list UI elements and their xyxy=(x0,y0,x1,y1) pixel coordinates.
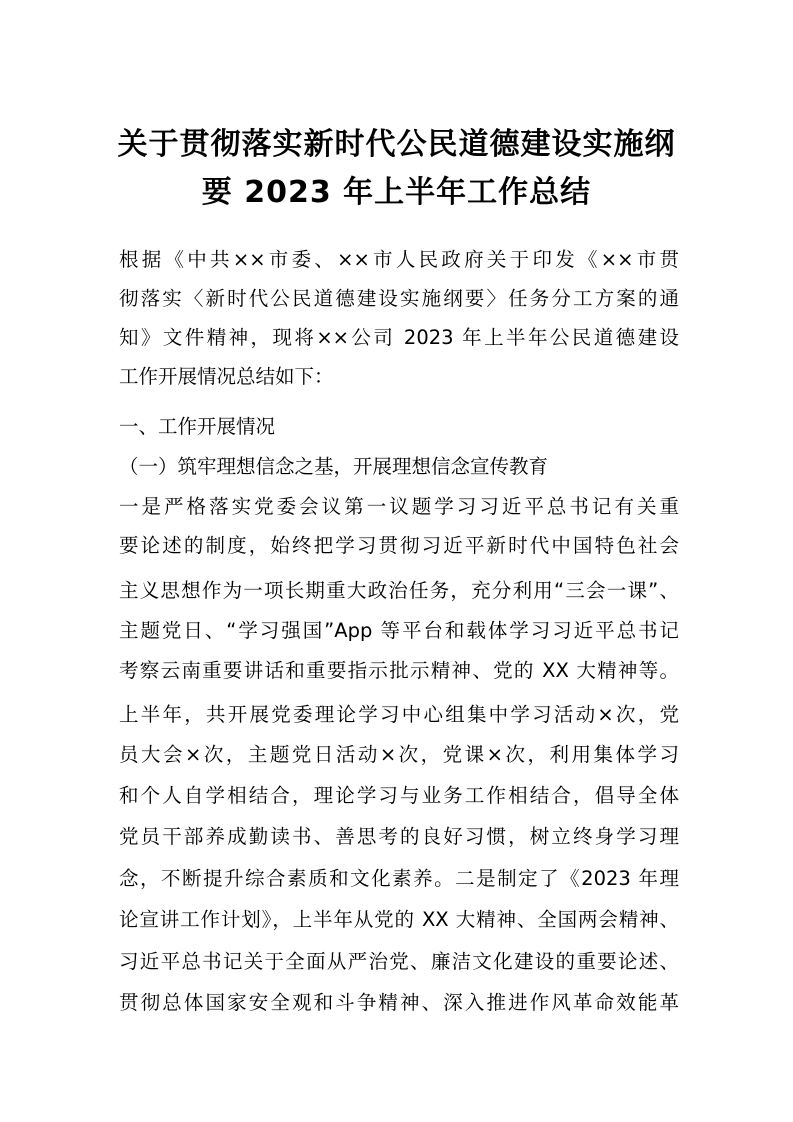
body-line: 知》文件精神，现将××公司 2023 年上半年公民道德建设 xyxy=(119,326,679,349)
body-line: 主义思想作为一项长期重大政治任务，充分利用“三会一课”、 xyxy=(119,579,679,602)
body-line: 彻落实〈新时代公民道德建设实施纲要〉任务分工方案的通 xyxy=(119,287,679,310)
body-line: 党员干部养成勤读书、善思考的良好习惯，树立终身学习理 xyxy=(119,825,679,848)
body-line: 员大会×次，主题党日活动×次，党课×次，利用集体学习 xyxy=(119,743,679,766)
document-title-line-1: 关于贯彻落实新时代公民道德建设实施纲 xyxy=(117,127,676,162)
body-line: 一是严格落实党委会议第一议题学习习近平总书记有关重 xyxy=(119,495,679,518)
body-line: 习近平总书记关于全面从严治党、廉洁文化建设的重要论述、 xyxy=(119,950,679,973)
body-line: 和个人自学相结合，理论学习与业务工作相结合，倡导全体 xyxy=(119,784,679,807)
body-line: 念，不断提升综合素质和文化素养。二是制定了《2023 年理 xyxy=(119,867,679,890)
body-line: 贯彻总体国家安全观和斗争精神、深入推进作风革命效能革 xyxy=(119,991,679,1014)
body-line: 考察云南重要讲话和重要指示批示精神、党的 XX 大精神等。 xyxy=(119,659,679,682)
body-line: 上半年，共开展党委理论学习中心组集中学习活动×次，党 xyxy=(119,703,679,726)
document-title-line-2: 要 2023 年上半年工作总结 xyxy=(201,175,592,210)
section-heading: 一、工作开展情况 xyxy=(119,415,276,438)
body-line: 主题党日、“学习强国”App 等平台和载体学习习近平总书记 xyxy=(119,619,679,642)
body-line: 要论述的制度，始终把学习贯彻习近平新时代中国特色社会 xyxy=(119,534,679,557)
subsection-heading: （一）筑牢理想信念之基，开展理想信念宣传教育 xyxy=(119,455,549,478)
body-line: 论宣讲工作计划》，上半年从党的 XX 大精神、全国两会精神、 xyxy=(119,908,679,931)
body-line: 根据《中共××市委、××市人民政府关于印发《××市贯 xyxy=(119,248,679,271)
body-line: 工作开展情况总结如下： xyxy=(119,365,334,388)
